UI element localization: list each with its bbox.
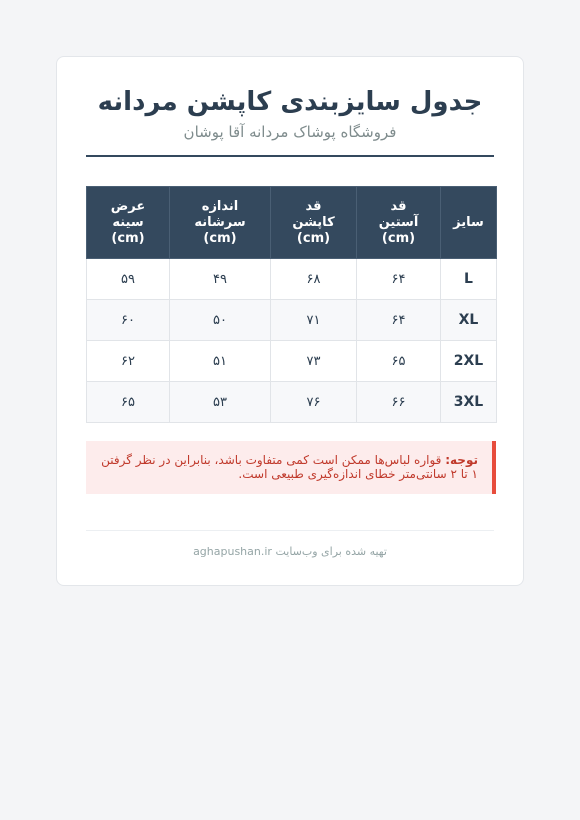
size-table [86, 186, 497, 423]
size-cell: L [441, 259, 497, 300]
header-chest-unit: (cm) [111, 230, 145, 246]
note-label: توجه: [445, 453, 478, 467]
sleeve-length-cell: ۶۴ [357, 300, 441, 341]
chest-width-cell: ۵۹ [87, 259, 170, 300]
size-chart-card [56, 56, 524, 586]
jacket-length-cell: ۷۱ [271, 300, 357, 341]
header-sleeve-line1: قد [390, 198, 407, 214]
chest-width-cell: ۶۵ [87, 382, 170, 423]
jacket-length-cell: ۶۸ [271, 259, 357, 300]
footer-divider [86, 530, 494, 531]
chest-width-cell: ۶۲ [87, 341, 170, 382]
header-shoulder-line1: اندازه [201, 198, 239, 214]
table-row [87, 259, 497, 300]
column-header-jacket-length [271, 187, 357, 259]
header-jacket-line2: کاپشن [292, 214, 335, 230]
header-size-label: سایز [453, 214, 484, 230]
header-shoulder-unit: (cm) [203, 230, 237, 246]
column-header-size [441, 187, 497, 259]
size-cell: XL [441, 300, 497, 341]
header-chest-line2: سینه [112, 214, 144, 230]
column-header-sleeve-length [357, 187, 441, 259]
shoulder-width-cell: ۵۱ [170, 341, 271, 382]
size-cell: 3XL [441, 382, 497, 423]
title-divider [86, 155, 494, 157]
header-sleeve-line2: آستین [378, 214, 419, 230]
chest-width-cell: ۶۰ [87, 300, 170, 341]
sleeve-length-cell: ۶۶ [357, 382, 441, 423]
table-row [87, 341, 497, 382]
footer-credit: تهیه شده برای وب‌سایت aghapushan.ir [193, 545, 387, 558]
header-shoulder-line2: سرشانه [194, 214, 246, 230]
note-text: قواره لباس‌ها ممکن است کمی متفاوت باشد، بنابراین در نظر گرفتن ۱ تا ۲ سانتی‌متر خطای اندازه‌گیری طبیعی است. [101, 453, 478, 481]
shoulder-width-cell: ۵۰ [170, 300, 271, 341]
header-jacket-unit: (cm) [296, 230, 331, 246]
shoulder-width-cell: ۵۳ [170, 382, 271, 423]
measurement-note [86, 441, 496, 494]
jacket-length-cell: ۷۶ [271, 382, 357, 423]
table-row [87, 382, 497, 423]
header-chest-line1: عرض [110, 198, 146, 214]
store-subtitle: فروشگاه پوشاک مردانه آقا پوشان [183, 123, 397, 141]
page-title: جدول سایزبندی کاپشن مردانه [97, 87, 483, 117]
table-row [87, 300, 497, 341]
header-jacket-line1: قد [305, 198, 322, 214]
jacket-length-cell: ۷۳ [271, 341, 357, 382]
sleeve-length-cell: ۶۴ [357, 259, 441, 300]
table-header-row [87, 187, 497, 259]
column-header-shoulder-width [170, 187, 271, 259]
column-header-chest-width [87, 187, 170, 259]
header-sleeve-unit: (cm) [381, 230, 416, 246]
sleeve-length-cell: ۶۵ [357, 341, 441, 382]
shoulder-width-cell: ۴۹ [170, 259, 271, 300]
size-cell: 2XL [441, 341, 497, 382]
